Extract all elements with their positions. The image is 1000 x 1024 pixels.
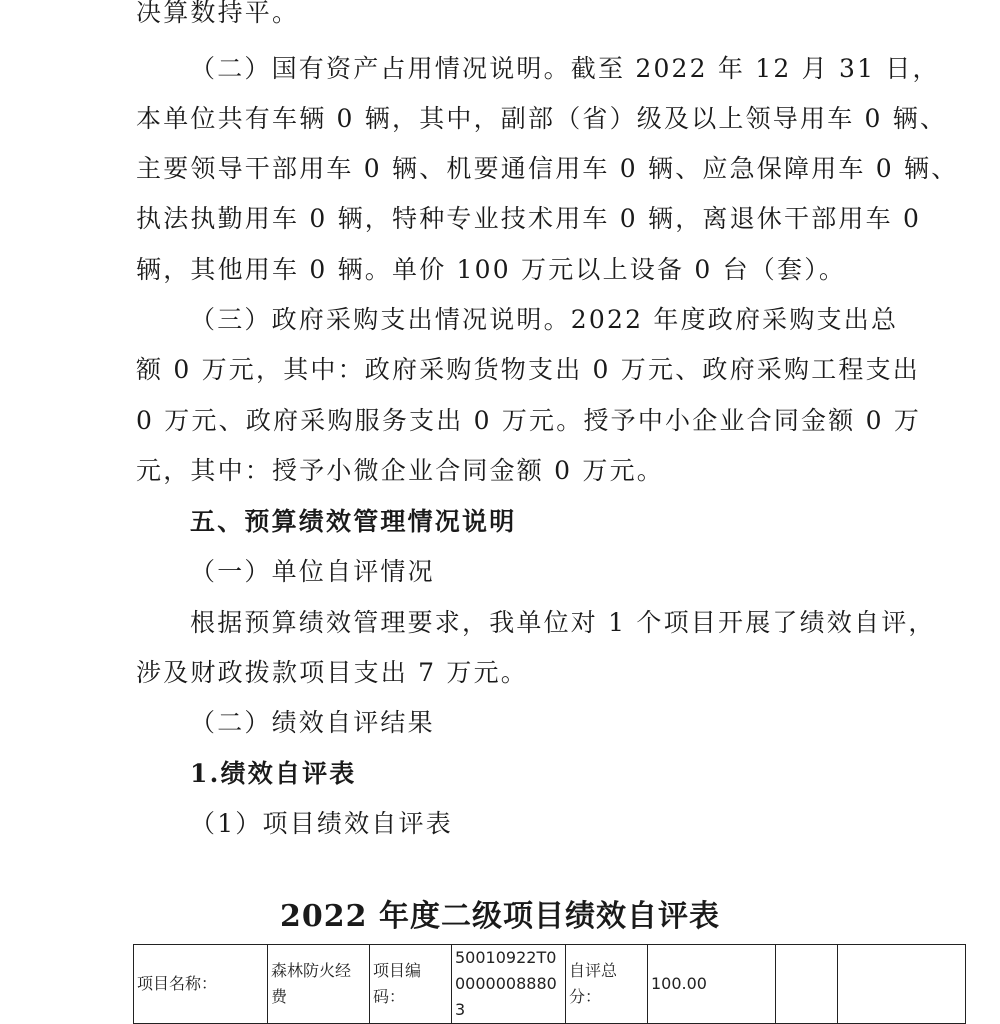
project-code-value: 50010922T000000088803 (452, 945, 566, 1024)
self-score-label: 自评总分： (566, 945, 648, 1024)
subsection-heading: 1.绩效自评表 (190, 759, 357, 788)
paragraph-line: （二）国有资产占用情况说明。截至 2022 年 12 月 31 日， (190, 54, 940, 83)
subsection-heading: （二）绩效自评结果 (190, 708, 435, 737)
paragraph-line: 本单位共有车辆 0 辆，其中，副部（省）级及以上领导用车 0 辆、 (136, 104, 948, 133)
project-name-value: 森林防火经费 (268, 945, 370, 1024)
paragraph-line: 根据预算绩效管理要求，我单位对 1 个项目开展了绩效自评， (190, 608, 936, 637)
paragraph-line: 额 0 万元，其中：政府采购货物支出 0 万元、政府采购工程支出 (136, 355, 921, 384)
project-code-label: 项目编码： (370, 945, 452, 1024)
subsection-heading: （一）单位自评情况 (190, 557, 435, 586)
evaluation-table (133, 944, 966, 1024)
paragraph-line: 决算数持平。 (136, 0, 300, 27)
paragraph-line: 元，其中：授予小微企业合同金额 0 万元。 (136, 456, 665, 485)
paragraph-line: 涉及财政拨款项目支出 7 万元。 (136, 658, 529, 687)
table-row (134, 945, 966, 1024)
project-name-label: 项目名称： (134, 945, 268, 1024)
paragraph-line: 0 万元、政府采购服务支出 0 万元。授予中小企业合同金额 0 万 (136, 406, 922, 435)
empty-cell (776, 945, 838, 1024)
paragraph-line: 辆，其他用车 0 辆。单价 100 万元以上设备 0 台（套）。 (136, 255, 847, 284)
empty-cell (838, 945, 966, 1024)
table-title: 2022 年度二级项目绩效自评表 (280, 899, 720, 934)
self-score-value: 100.00 (648, 945, 776, 1024)
section-heading: 五、预算绩效管理情况说明 (190, 507, 517, 536)
paragraph-line: （三）政府采购支出情况说明。2022 年度政府采购支出总 (190, 305, 899, 334)
paragraph-line: 执法执勤用车 0 辆，特种专业技术用车 0 辆，离退休干部用车 0 (136, 204, 922, 233)
subsection-heading: （1）项目绩效自评表 (190, 809, 453, 838)
paragraph-line: 主要领导干部用车 0 辆、机要通信用车 0 辆、应急保障用车 0 辆、 (136, 154, 959, 183)
